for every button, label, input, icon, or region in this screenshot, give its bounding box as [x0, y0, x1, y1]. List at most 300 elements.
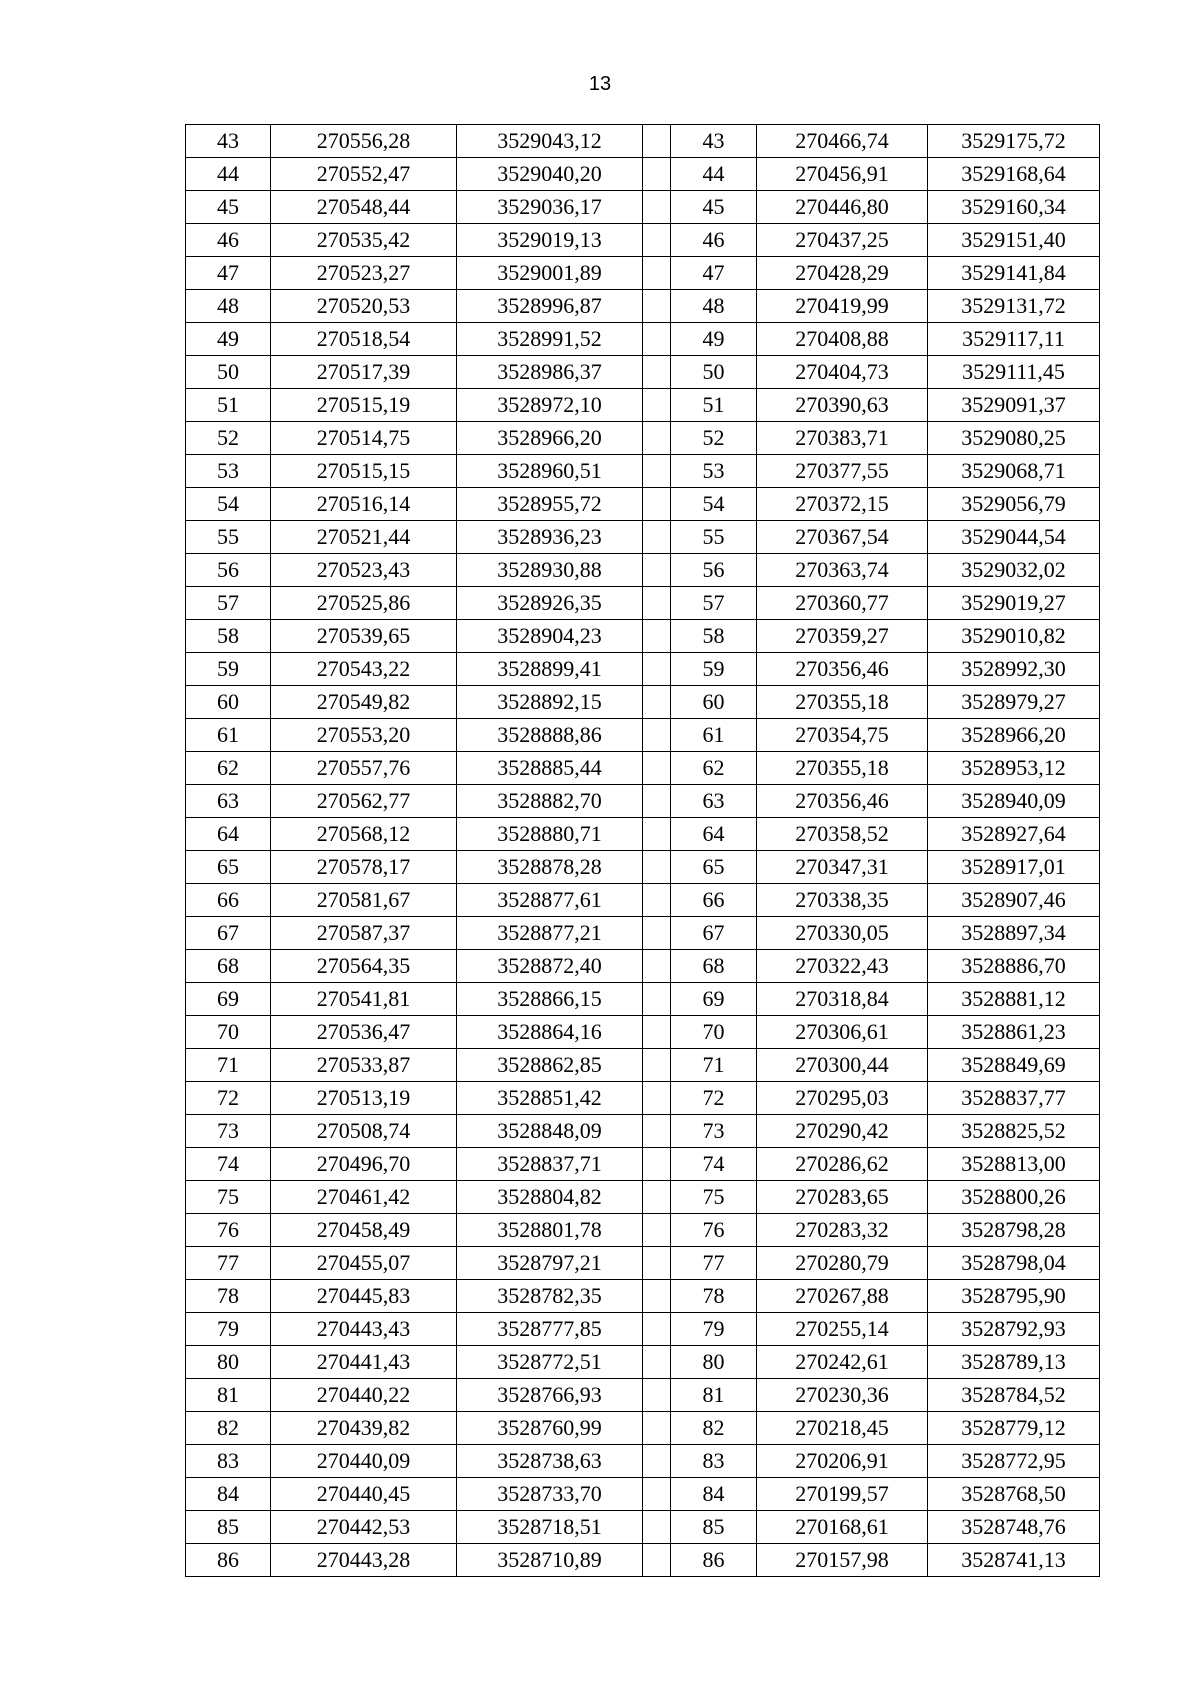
right-y-coordinate-cell: 3528992,30	[928, 653, 1100, 686]
left-x-coordinate-cell: 270516,14	[271, 488, 457, 521]
right-x-coordinate-cell: 270255,14	[757, 1313, 928, 1346]
right-y-coordinate-cell: 3528789,13	[928, 1346, 1100, 1379]
left-y-coordinate-cell: 3528738,63	[457, 1445, 643, 1478]
right-point-number-cell: 52	[671, 422, 757, 455]
left-x-coordinate-cell: 270520,53	[271, 290, 457, 323]
separator-cell	[643, 125, 671, 158]
left-point-number-cell: 79	[186, 1313, 271, 1346]
left-y-coordinate-cell: 3528766,93	[457, 1379, 643, 1412]
left-y-coordinate-cell: 3528878,28	[457, 851, 643, 884]
left-point-number-cell: 53	[186, 455, 271, 488]
left-x-coordinate-cell: 270523,43	[271, 554, 457, 587]
table-row	[186, 1082, 1100, 1115]
separator-cell	[643, 884, 671, 917]
right-point-number-cell: 80	[671, 1346, 757, 1379]
left-x-coordinate-cell: 270442,53	[271, 1511, 457, 1544]
right-x-coordinate-cell: 270338,35	[757, 884, 928, 917]
separator-cell	[643, 620, 671, 653]
right-y-coordinate-cell: 3528800,26	[928, 1181, 1100, 1214]
left-point-number-cell: 62	[186, 752, 271, 785]
right-x-coordinate-cell: 270168,61	[757, 1511, 928, 1544]
table-row	[186, 389, 1100, 422]
separator-cell	[643, 1511, 671, 1544]
separator-cell	[643, 1247, 671, 1280]
left-y-coordinate-cell: 3528710,89	[457, 1544, 643, 1577]
left-point-number-cell: 76	[186, 1214, 271, 1247]
left-point-number-cell: 56	[186, 554, 271, 587]
left-y-coordinate-cell: 3528960,51	[457, 455, 643, 488]
left-x-coordinate-cell: 270549,82	[271, 686, 457, 719]
left-y-coordinate-cell: 3529036,17	[457, 191, 643, 224]
right-y-coordinate-cell: 3529117,11	[928, 323, 1100, 356]
right-x-coordinate-cell: 270356,46	[757, 653, 928, 686]
left-x-coordinate-cell: 270521,44	[271, 521, 457, 554]
right-x-coordinate-cell: 270456,91	[757, 158, 928, 191]
right-point-number-cell: 43	[671, 125, 757, 158]
separator-cell	[643, 686, 671, 719]
right-x-coordinate-cell: 270355,18	[757, 752, 928, 785]
table-row	[186, 917, 1100, 950]
right-x-coordinate-cell: 270359,27	[757, 620, 928, 653]
left-y-coordinate-cell: 3528801,78	[457, 1214, 643, 1247]
right-x-coordinate-cell: 270377,55	[757, 455, 928, 488]
right-y-coordinate-cell: 3528798,04	[928, 1247, 1100, 1280]
separator-cell	[643, 521, 671, 554]
right-x-coordinate-cell: 270290,42	[757, 1115, 928, 1148]
right-point-number-cell: 82	[671, 1412, 757, 1445]
right-y-coordinate-cell: 3529056,79	[928, 488, 1100, 521]
left-point-number-cell: 46	[186, 224, 271, 257]
separator-cell	[643, 1412, 671, 1445]
right-x-coordinate-cell: 270355,18	[757, 686, 928, 719]
left-y-coordinate-cell: 3528760,99	[457, 1412, 643, 1445]
right-x-coordinate-cell: 270199,57	[757, 1478, 928, 1511]
left-y-coordinate-cell: 3528851,42	[457, 1082, 643, 1115]
right-y-coordinate-cell: 3529019,27	[928, 587, 1100, 620]
left-point-number-cell: 61	[186, 719, 271, 752]
left-x-coordinate-cell: 270523,27	[271, 257, 457, 290]
left-y-coordinate-cell: 3529043,12	[457, 125, 643, 158]
right-y-coordinate-cell: 3528779,12	[928, 1412, 1100, 1445]
right-point-number-cell: 64	[671, 818, 757, 851]
right-point-number-cell: 72	[671, 1082, 757, 1115]
left-point-number-cell: 55	[186, 521, 271, 554]
table-row	[186, 290, 1100, 323]
separator-cell	[643, 191, 671, 224]
right-point-number-cell: 73	[671, 1115, 757, 1148]
right-x-coordinate-cell: 270358,52	[757, 818, 928, 851]
right-y-coordinate-cell: 3528825,52	[928, 1115, 1100, 1148]
right-point-number-cell: 53	[671, 455, 757, 488]
right-x-coordinate-cell: 270347,31	[757, 851, 928, 884]
left-y-coordinate-cell: 3528888,86	[457, 719, 643, 752]
right-y-coordinate-cell: 3528748,76	[928, 1511, 1100, 1544]
left-y-coordinate-cell: 3528936,23	[457, 521, 643, 554]
table-row	[186, 455, 1100, 488]
right-y-coordinate-cell: 3529080,25	[928, 422, 1100, 455]
right-y-coordinate-cell: 3528792,93	[928, 1313, 1100, 1346]
left-point-number-cell: 75	[186, 1181, 271, 1214]
left-x-coordinate-cell: 270564,35	[271, 950, 457, 983]
right-x-coordinate-cell: 270446,80	[757, 191, 928, 224]
left-y-coordinate-cell: 3528772,51	[457, 1346, 643, 1379]
left-y-coordinate-cell: 3528880,71	[457, 818, 643, 851]
right-y-coordinate-cell: 3529010,82	[928, 620, 1100, 653]
right-x-coordinate-cell: 270466,74	[757, 125, 928, 158]
table-row	[186, 1115, 1100, 1148]
table-row	[186, 323, 1100, 356]
left-y-coordinate-cell: 3528966,20	[457, 422, 643, 455]
right-x-coordinate-cell: 270363,74	[757, 554, 928, 587]
table-row	[186, 719, 1100, 752]
separator-cell	[643, 389, 671, 422]
left-y-coordinate-cell: 3528782,35	[457, 1280, 643, 1313]
right-x-coordinate-cell: 270383,71	[757, 422, 928, 455]
left-y-coordinate-cell: 3528882,70	[457, 785, 643, 818]
right-x-coordinate-cell: 270437,25	[757, 224, 928, 257]
left-y-coordinate-cell: 3528804,82	[457, 1181, 643, 1214]
table-row	[186, 950, 1100, 983]
right-y-coordinate-cell: 3528741,13	[928, 1544, 1100, 1577]
right-point-number-cell: 56	[671, 554, 757, 587]
right-point-number-cell: 66	[671, 884, 757, 917]
right-y-coordinate-cell: 3528784,52	[928, 1379, 1100, 1412]
right-point-number-cell: 54	[671, 488, 757, 521]
table-row	[186, 1313, 1100, 1346]
left-point-number-cell: 70	[186, 1016, 271, 1049]
left-x-coordinate-cell: 270514,75	[271, 422, 457, 455]
left-y-coordinate-cell: 3528733,70	[457, 1478, 643, 1511]
right-x-coordinate-cell: 270360,77	[757, 587, 928, 620]
separator-cell	[643, 323, 671, 356]
left-point-number-cell: 85	[186, 1511, 271, 1544]
separator-cell	[643, 1379, 671, 1412]
right-point-number-cell: 58	[671, 620, 757, 653]
left-y-coordinate-cell: 3528877,61	[457, 884, 643, 917]
left-y-coordinate-cell: 3528991,52	[457, 323, 643, 356]
separator-cell	[643, 1016, 671, 1049]
left-x-coordinate-cell: 270525,86	[271, 587, 457, 620]
right-point-number-cell: 86	[671, 1544, 757, 1577]
right-x-coordinate-cell: 270218,45	[757, 1412, 928, 1445]
left-point-number-cell: 50	[186, 356, 271, 389]
separator-cell	[643, 1346, 671, 1379]
right-y-coordinate-cell: 3528768,50	[928, 1478, 1100, 1511]
right-y-coordinate-cell: 3528953,12	[928, 752, 1100, 785]
right-point-number-cell: 76	[671, 1214, 757, 1247]
left-x-coordinate-cell: 270461,42	[271, 1181, 457, 1214]
left-x-coordinate-cell: 270458,49	[271, 1214, 457, 1247]
left-point-number-cell: 58	[186, 620, 271, 653]
left-y-coordinate-cell: 3528996,87	[457, 290, 643, 323]
left-point-number-cell: 78	[186, 1280, 271, 1313]
right-x-coordinate-cell: 270206,91	[757, 1445, 928, 1478]
right-x-coordinate-cell: 270354,75	[757, 719, 928, 752]
right-point-number-cell: 46	[671, 224, 757, 257]
left-point-number-cell: 54	[186, 488, 271, 521]
right-point-number-cell: 69	[671, 983, 757, 1016]
left-point-number-cell: 67	[186, 917, 271, 950]
table-row	[186, 1214, 1100, 1247]
right-x-coordinate-cell: 270306,61	[757, 1016, 928, 1049]
table-row	[186, 1346, 1100, 1379]
separator-cell	[643, 158, 671, 191]
separator-cell	[643, 785, 671, 818]
left-x-coordinate-cell: 270535,42	[271, 224, 457, 257]
left-point-number-cell: 65	[186, 851, 271, 884]
separator-cell	[643, 554, 671, 587]
left-y-coordinate-cell: 3528718,51	[457, 1511, 643, 1544]
separator-cell	[643, 1280, 671, 1313]
separator-cell	[643, 1445, 671, 1478]
table-row	[186, 1544, 1100, 1577]
left-y-coordinate-cell: 3528892,15	[457, 686, 643, 719]
right-point-number-cell: 55	[671, 521, 757, 554]
left-x-coordinate-cell: 270548,44	[271, 191, 457, 224]
left-y-coordinate-cell: 3528837,71	[457, 1148, 643, 1181]
table-row	[186, 653, 1100, 686]
left-x-coordinate-cell: 270533,87	[271, 1049, 457, 1082]
left-x-coordinate-cell: 270553,20	[271, 719, 457, 752]
right-point-number-cell: 79	[671, 1313, 757, 1346]
left-point-number-cell: 68	[186, 950, 271, 983]
right-x-coordinate-cell: 270390,63	[757, 389, 928, 422]
right-point-number-cell: 84	[671, 1478, 757, 1511]
right-y-coordinate-cell: 3529151,40	[928, 224, 1100, 257]
left-y-coordinate-cell: 3528862,85	[457, 1049, 643, 1082]
right-y-coordinate-cell: 3528881,12	[928, 983, 1100, 1016]
right-point-number-cell: 57	[671, 587, 757, 620]
right-point-number-cell: 59	[671, 653, 757, 686]
left-point-number-cell: 47	[186, 257, 271, 290]
table-row	[186, 191, 1100, 224]
right-x-coordinate-cell: 270286,62	[757, 1148, 928, 1181]
right-point-number-cell: 51	[671, 389, 757, 422]
right-point-number-cell: 78	[671, 1280, 757, 1313]
left-point-number-cell: 81	[186, 1379, 271, 1412]
left-point-number-cell: 52	[186, 422, 271, 455]
left-y-coordinate-cell: 3528777,85	[457, 1313, 643, 1346]
right-point-number-cell: 47	[671, 257, 757, 290]
left-x-coordinate-cell: 270441,43	[271, 1346, 457, 1379]
separator-cell	[643, 422, 671, 455]
left-y-coordinate-cell: 3529040,20	[457, 158, 643, 191]
right-x-coordinate-cell: 270242,61	[757, 1346, 928, 1379]
right-y-coordinate-cell: 3529131,72	[928, 290, 1100, 323]
left-point-number-cell: 71	[186, 1049, 271, 1082]
separator-cell	[643, 818, 671, 851]
right-point-number-cell: 50	[671, 356, 757, 389]
right-y-coordinate-cell: 3528927,64	[928, 818, 1100, 851]
right-y-coordinate-cell: 3528917,01	[928, 851, 1100, 884]
left-y-coordinate-cell: 3528930,88	[457, 554, 643, 587]
left-point-number-cell: 49	[186, 323, 271, 356]
table-row	[186, 125, 1100, 158]
left-y-coordinate-cell: 3528955,72	[457, 488, 643, 521]
right-y-coordinate-cell: 3529044,54	[928, 521, 1100, 554]
left-y-coordinate-cell: 3528864,16	[457, 1016, 643, 1049]
separator-cell	[643, 950, 671, 983]
left-x-coordinate-cell: 270568,12	[271, 818, 457, 851]
right-point-number-cell: 68	[671, 950, 757, 983]
separator-cell	[643, 290, 671, 323]
left-x-coordinate-cell: 270515,19	[271, 389, 457, 422]
separator-cell	[643, 1214, 671, 1247]
left-y-coordinate-cell: 3528904,23	[457, 620, 643, 653]
right-x-coordinate-cell: 270283,32	[757, 1214, 928, 1247]
table-row	[186, 752, 1100, 785]
right-y-coordinate-cell: 3528772,95	[928, 1445, 1100, 1478]
left-y-coordinate-cell: 3528866,15	[457, 983, 643, 1016]
left-point-number-cell: 86	[186, 1544, 271, 1577]
left-x-coordinate-cell: 270443,43	[271, 1313, 457, 1346]
right-x-coordinate-cell: 270295,03	[757, 1082, 928, 1115]
left-point-number-cell: 63	[186, 785, 271, 818]
right-y-coordinate-cell: 3528897,34	[928, 917, 1100, 950]
right-y-coordinate-cell: 3529175,72	[928, 125, 1100, 158]
left-point-number-cell: 45	[186, 191, 271, 224]
table-row	[186, 1478, 1100, 1511]
left-x-coordinate-cell: 270581,67	[271, 884, 457, 917]
right-x-coordinate-cell: 270408,88	[757, 323, 928, 356]
table-row	[186, 521, 1100, 554]
left-point-number-cell: 44	[186, 158, 271, 191]
left-point-number-cell: 51	[186, 389, 271, 422]
right-x-coordinate-cell: 270372,15	[757, 488, 928, 521]
right-point-number-cell: 48	[671, 290, 757, 323]
right-y-coordinate-cell: 3528813,00	[928, 1148, 1100, 1181]
right-x-coordinate-cell: 270280,79	[757, 1247, 928, 1280]
right-y-coordinate-cell: 3529032,02	[928, 554, 1100, 587]
table-row	[186, 1247, 1100, 1280]
table-row	[186, 1412, 1100, 1445]
right-x-coordinate-cell: 270330,05	[757, 917, 928, 950]
separator-cell	[643, 224, 671, 257]
right-y-coordinate-cell: 3528849,69	[928, 1049, 1100, 1082]
right-point-number-cell: 75	[671, 1181, 757, 1214]
right-point-number-cell: 67	[671, 917, 757, 950]
table-row	[186, 1148, 1100, 1181]
separator-cell	[643, 917, 671, 950]
right-x-coordinate-cell: 270356,46	[757, 785, 928, 818]
left-x-coordinate-cell: 270517,39	[271, 356, 457, 389]
right-point-number-cell: 85	[671, 1511, 757, 1544]
table-row	[186, 356, 1100, 389]
separator-cell	[643, 851, 671, 884]
left-point-number-cell: 83	[186, 1445, 271, 1478]
left-x-coordinate-cell: 270578,17	[271, 851, 457, 884]
page-number: 13	[588, 73, 612, 95]
left-point-number-cell: 60	[186, 686, 271, 719]
left-point-number-cell: 74	[186, 1148, 271, 1181]
left-point-number-cell: 82	[186, 1412, 271, 1445]
left-y-coordinate-cell: 3528877,21	[457, 917, 643, 950]
left-x-coordinate-cell: 270455,07	[271, 1247, 457, 1280]
left-x-coordinate-cell: 270557,76	[271, 752, 457, 785]
left-x-coordinate-cell: 270541,81	[271, 983, 457, 1016]
table-row	[186, 587, 1100, 620]
separator-cell	[643, 587, 671, 620]
left-x-coordinate-cell: 270439,82	[271, 1412, 457, 1445]
left-x-coordinate-cell: 270440,45	[271, 1478, 457, 1511]
left-point-number-cell: 77	[186, 1247, 271, 1280]
table-row	[186, 785, 1100, 818]
right-x-coordinate-cell: 270230,36	[757, 1379, 928, 1412]
left-y-coordinate-cell: 3528797,21	[457, 1247, 643, 1280]
right-x-coordinate-cell: 270419,99	[757, 290, 928, 323]
left-x-coordinate-cell: 270587,37	[271, 917, 457, 950]
right-y-coordinate-cell: 3528940,09	[928, 785, 1100, 818]
table-row	[186, 1445, 1100, 1478]
right-y-coordinate-cell: 3528861,23	[928, 1016, 1100, 1049]
left-x-coordinate-cell: 270443,28	[271, 1544, 457, 1577]
separator-cell	[643, 1148, 671, 1181]
right-x-coordinate-cell: 270157,98	[757, 1544, 928, 1577]
left-x-coordinate-cell: 270556,28	[271, 125, 457, 158]
separator-cell	[643, 1181, 671, 1214]
left-y-coordinate-cell: 3529001,89	[457, 257, 643, 290]
left-x-coordinate-cell: 270440,09	[271, 1445, 457, 1478]
left-x-coordinate-cell: 270513,19	[271, 1082, 457, 1115]
right-point-number-cell: 45	[671, 191, 757, 224]
separator-cell	[643, 1082, 671, 1115]
right-point-number-cell: 63	[671, 785, 757, 818]
right-x-coordinate-cell: 270404,73	[757, 356, 928, 389]
table-row	[186, 818, 1100, 851]
separator-cell	[643, 1313, 671, 1346]
separator-cell	[643, 1478, 671, 1511]
left-point-number-cell: 84	[186, 1478, 271, 1511]
table-row	[186, 983, 1100, 1016]
right-point-number-cell: 60	[671, 686, 757, 719]
left-point-number-cell: 73	[186, 1115, 271, 1148]
table-row	[186, 884, 1100, 917]
left-point-number-cell: 72	[186, 1082, 271, 1115]
right-x-coordinate-cell: 270428,29	[757, 257, 928, 290]
right-y-coordinate-cell: 3528907,46	[928, 884, 1100, 917]
separator-cell	[643, 1115, 671, 1148]
right-point-number-cell: 49	[671, 323, 757, 356]
left-x-coordinate-cell: 270496,70	[271, 1148, 457, 1181]
separator-cell	[643, 752, 671, 785]
left-y-coordinate-cell: 3528972,10	[457, 389, 643, 422]
coordinates-table	[185, 124, 1100, 1577]
separator-cell	[643, 653, 671, 686]
coordinates-table-body	[186, 125, 1100, 1577]
right-y-coordinate-cell: 3529160,34	[928, 191, 1100, 224]
left-point-number-cell: 64	[186, 818, 271, 851]
table-row	[186, 1049, 1100, 1082]
left-point-number-cell: 69	[186, 983, 271, 1016]
left-y-coordinate-cell: 3528899,41	[457, 653, 643, 686]
left-point-number-cell: 80	[186, 1346, 271, 1379]
table-row	[186, 1511, 1100, 1544]
left-x-coordinate-cell: 270539,65	[271, 620, 457, 653]
table-row	[186, 1181, 1100, 1214]
right-x-coordinate-cell: 270300,44	[757, 1049, 928, 1082]
separator-cell	[643, 257, 671, 290]
left-x-coordinate-cell: 270536,47	[271, 1016, 457, 1049]
separator-cell	[643, 488, 671, 521]
left-x-coordinate-cell: 270518,54	[271, 323, 457, 356]
right-point-number-cell: 81	[671, 1379, 757, 1412]
left-point-number-cell: 66	[186, 884, 271, 917]
right-point-number-cell: 77	[671, 1247, 757, 1280]
right-y-coordinate-cell: 3528979,27	[928, 686, 1100, 719]
right-point-number-cell: 65	[671, 851, 757, 884]
right-y-coordinate-cell: 3528966,20	[928, 719, 1100, 752]
left-y-coordinate-cell: 3528848,09	[457, 1115, 643, 1148]
